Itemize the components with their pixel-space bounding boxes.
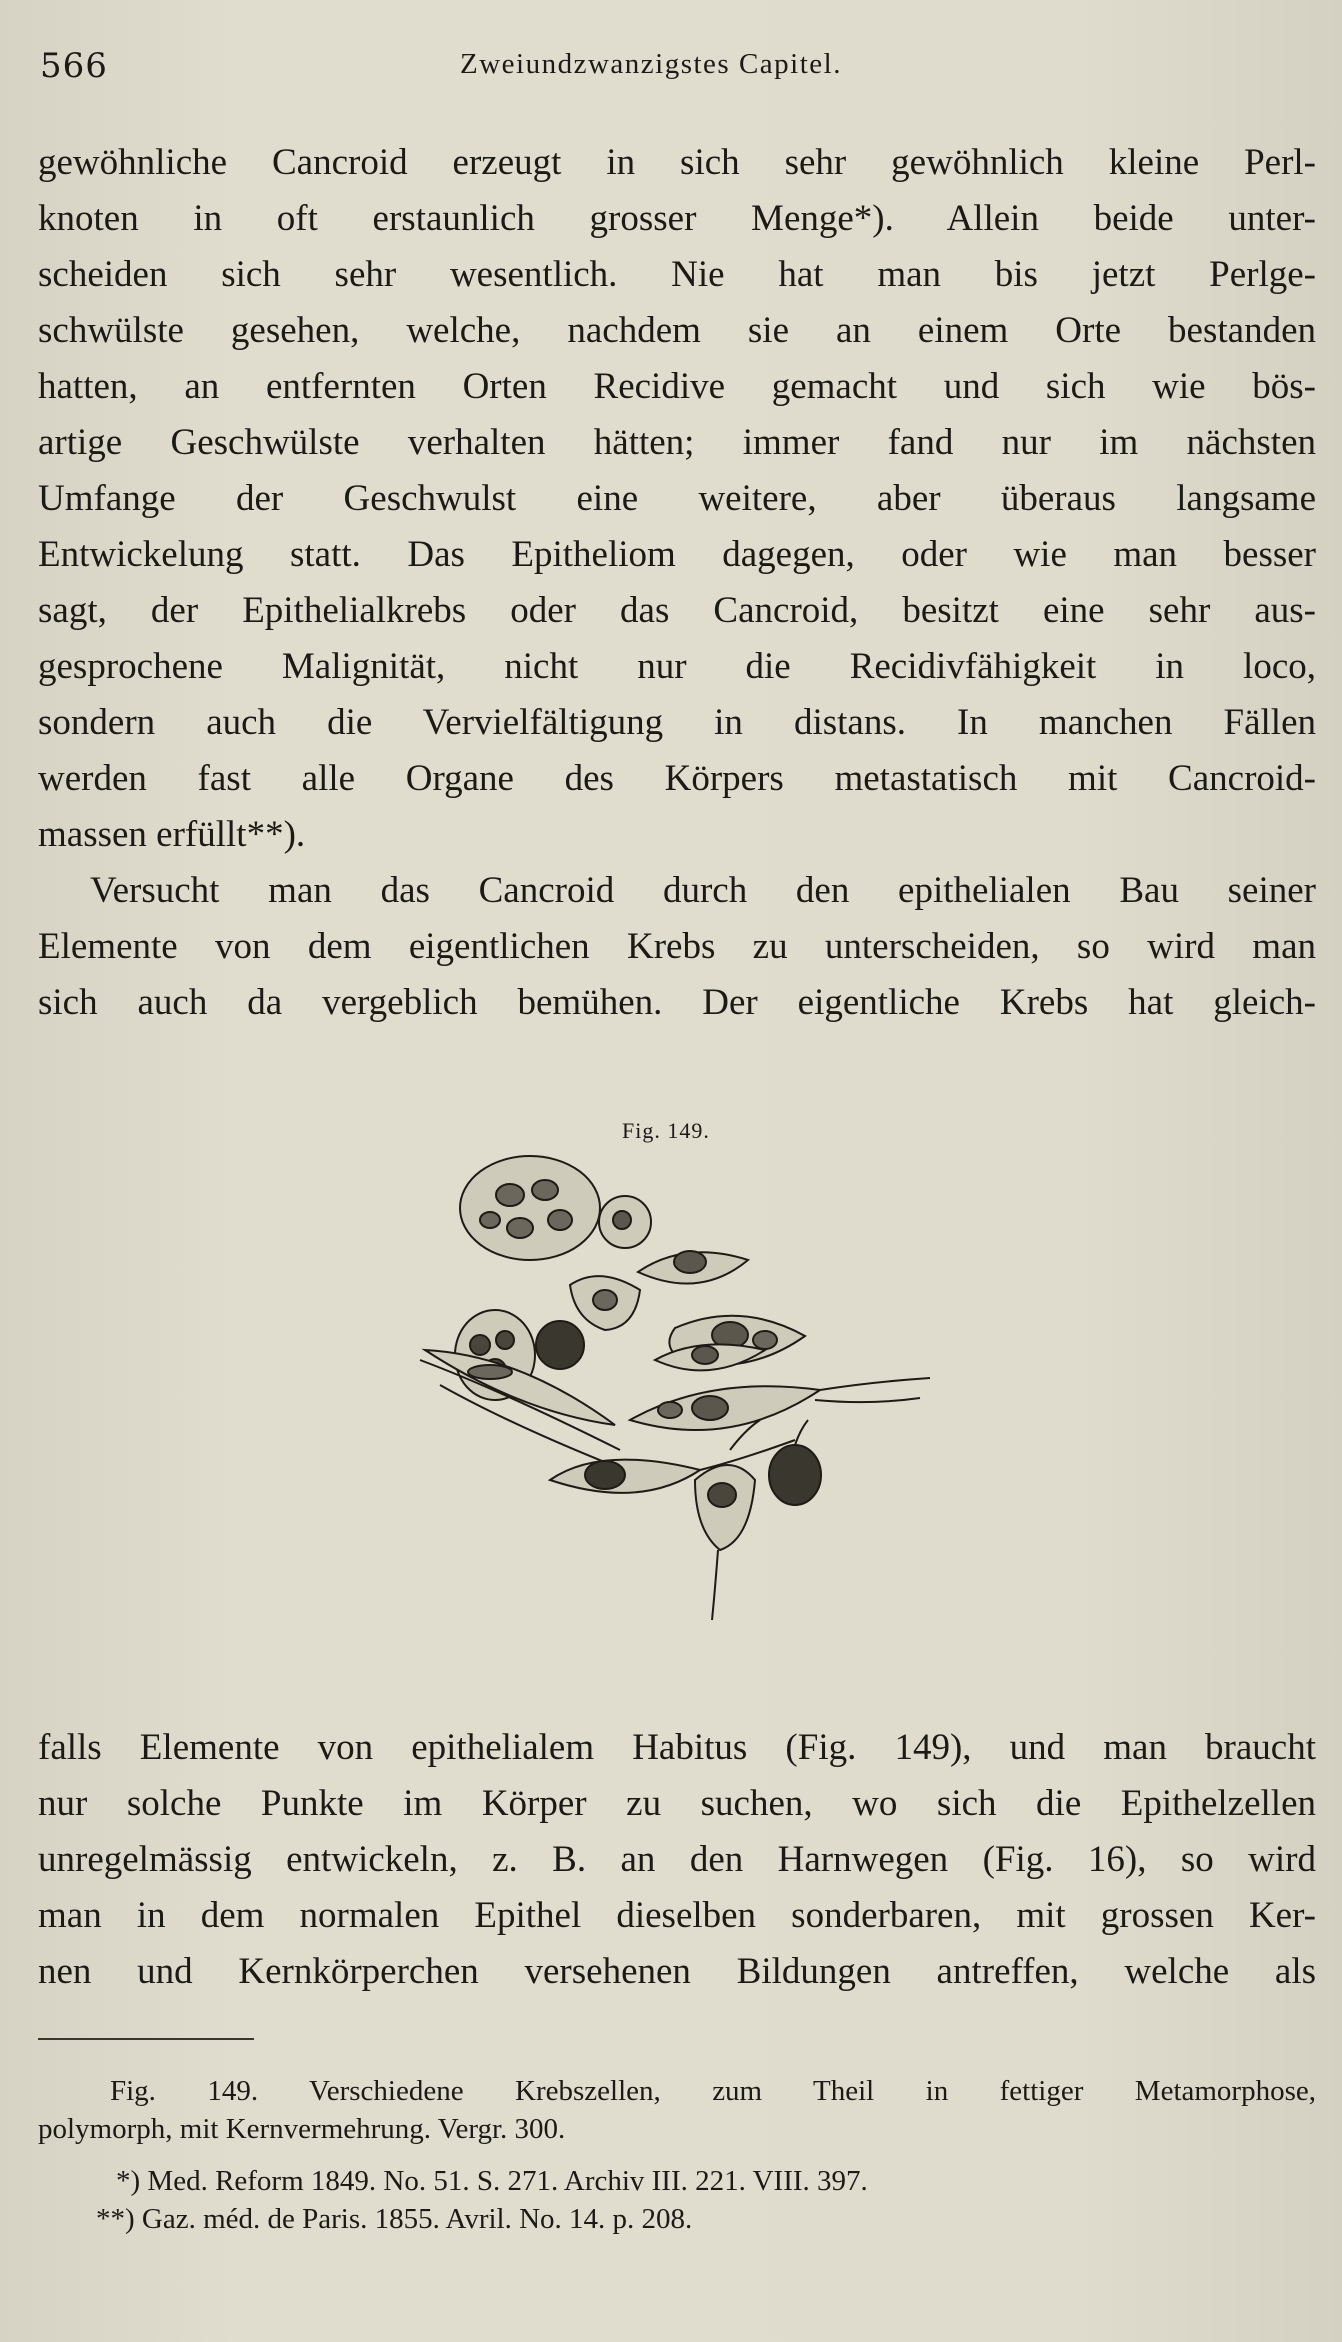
- text-line: Elemente von dem eigentlichen Krebs zu unterscheiden, so wird man: [38, 926, 1316, 967]
- figure-149: [400, 1118, 1000, 1638]
- text-line: man in dem normalen Epithel dieselben sonderbaren, mit grossen Ker-: [38, 1895, 1316, 1936]
- page-number: 566: [40, 46, 108, 86]
- footnote-2: **) Gaz. méd. de Paris. 1855. Avril. No. 14. p. 208.: [96, 2203, 693, 2235]
- text-line: nen und Kernkörperchen versehenen Bildungen antreffen, welche als: [38, 1951, 1316, 1992]
- body-text-top: [38, 135, 1316, 1031]
- text-line: knoten in oft erstaunlich grosser Menge*). Allein beide unter-: [38, 198, 1316, 239]
- text-line: schwülste gesehen, welche, nachdem sie an einem Orte bestanden: [38, 310, 1316, 351]
- text-line: sagt, der Epithelialkrebs oder das Cancroid, besitzt eine sehr aus-: [38, 590, 1316, 631]
- running-title: Zweiundzwanzigstes Capitel.: [460, 48, 842, 80]
- running-head: [40, 46, 1310, 92]
- text-line: werden fast alle Organe des Körpers metastatisch mit Cancroid-: [38, 758, 1316, 799]
- footnotes: [38, 2072, 1316, 2238]
- footnote-rule: [38, 2038, 254, 2040]
- text-line: unregelmässig entwickeln, z. B. an den Harnwegen (Fig. 16), so wird: [38, 1839, 1316, 1880]
- text-line: gewöhnliche Cancroid erzeugt in sich sehr gewöhnlich kleine Perl-: [38, 142, 1316, 183]
- figure-label: Fig. 149.: [622, 1118, 710, 1143]
- text-line: falls Elemente von epithelialem Habitus (Fig. 149), und man braucht: [38, 1727, 1316, 1768]
- text-line: nur solche Punkte im Körper zu suchen, wo sich die Epithelzellen: [38, 1783, 1316, 1824]
- body-text-bottom: [38, 1720, 1316, 2000]
- cancer-cells-illustration: [400, 1150, 1000, 1630]
- text-line: hatten, an entfernten Orten Recidive gemacht und sich wie bös-: [38, 366, 1316, 407]
- figure-caption-line: polymorph, mit Kernvermehrung. Vergr. 300.: [38, 2113, 566, 2145]
- text-line: sondern auch die Vervielfältigung in distans. In manchen Fällen: [38, 702, 1316, 743]
- text-line: massen erfüllt**).: [38, 814, 306, 855]
- text-line: Versucht man das Cancroid durch den epithelialen Bau seiner: [90, 870, 1316, 911]
- text-line: gesprochene Malignität, nicht nur die Recidivfähigkeit in loco,: [38, 646, 1316, 687]
- text-line: artige Geschwülste verhalten hätten; immer fand nur im nächsten: [38, 422, 1316, 463]
- footnote-1: *) Med. Reform 1849. No. 51. S. 271. Archiv III. 221. VIII. 397.: [116, 2165, 868, 2197]
- text-line: scheiden sich sehr wesentlich. Nie hat man bis jetzt Perlge-: [38, 254, 1316, 295]
- figure-caption-line: Fig. 149. Verschiedene Krebszellen, zum Theil in fettiger Metamorphose,: [110, 2075, 1316, 2107]
- text-line: sich auch da vergeblich bemühen. Der eigentliche Krebs hat gleich-: [38, 982, 1316, 1023]
- text-line: Entwickelung statt. Das Epitheliom dagegen, oder wie man besser: [38, 534, 1316, 575]
- text-line: Umfange der Geschwulst eine weitere, aber überaus langsame: [38, 478, 1316, 519]
